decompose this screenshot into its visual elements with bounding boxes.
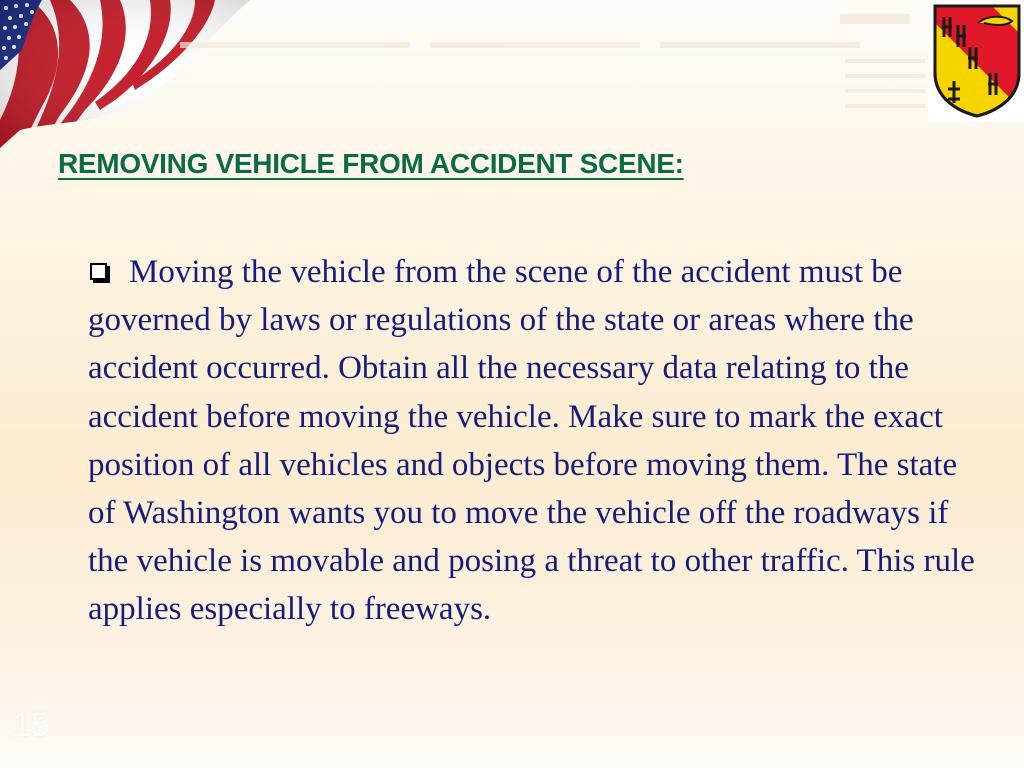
bullet-text: Moving the vehicle from the scene of the accident must be governed by laws or regulations of the state or areas where the accident occurred. Obtain all the necessary data relating to the accident before moving the vehicle. Make sure to mark the exact position of all vehicles and objects before moving them. The state of Washington wants you to move the vehicle off the roadways if the vehicle is movable and posing a threat to other traffic. This rule applies especially to freeways. [88,254,975,628]
bullet-paragraph [88,248,984,634]
slide-number: 15 [12,706,50,744]
slide-title: REMOVING VEHICLE FROM ACCIDENT SCENE: [58,148,684,179]
unit-crest-icon [932,3,1022,119]
checkbox-bullet-icon [90,263,107,280]
crest-panel [928,0,1024,122]
faint-banner-decoration [180,14,930,114]
